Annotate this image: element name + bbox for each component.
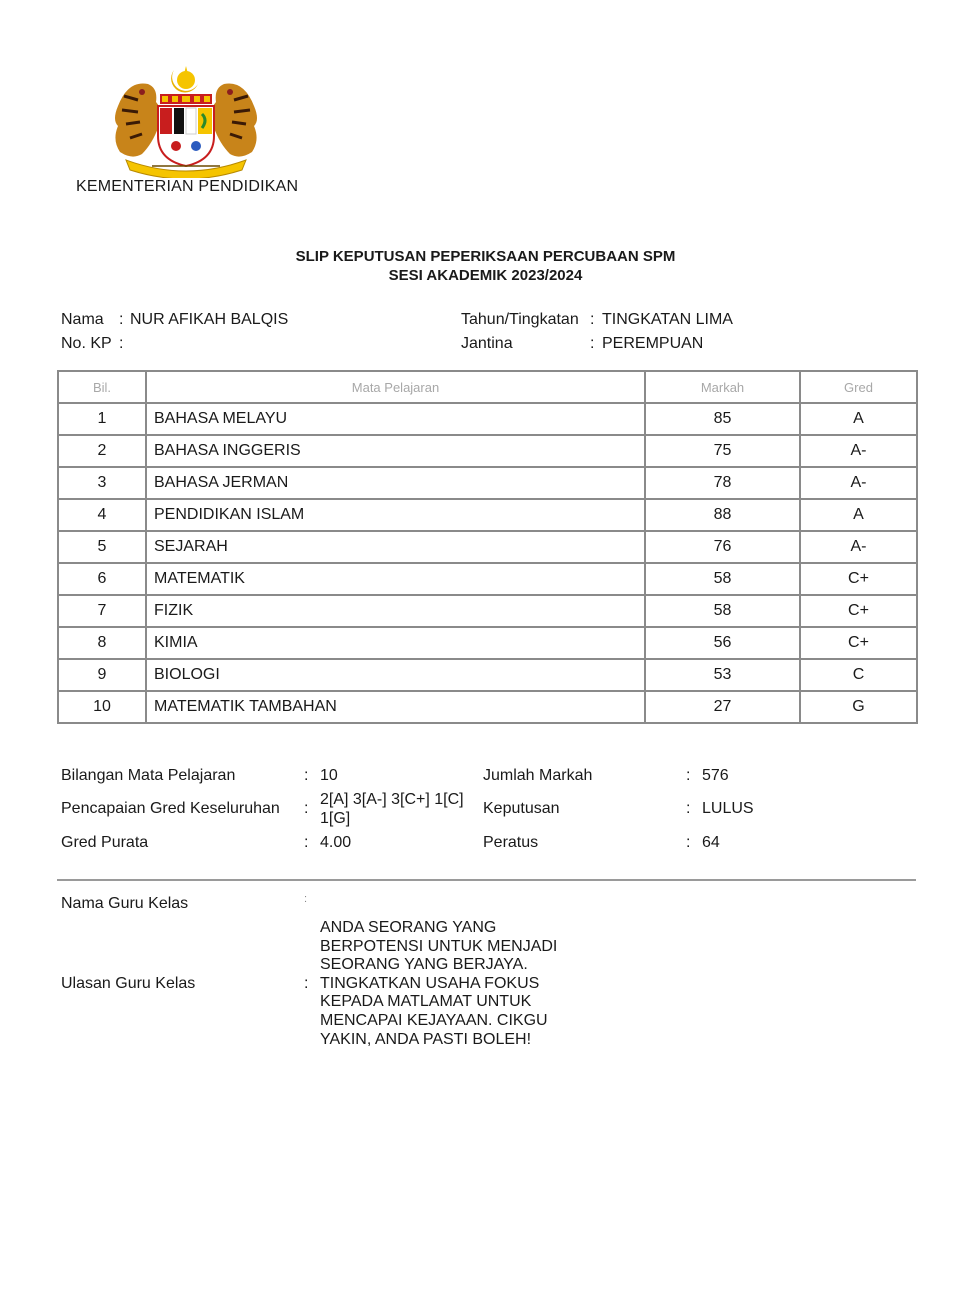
row-number: 1 [58, 403, 146, 435]
year-label: Tahun/Tingkatan [461, 311, 579, 328]
year-value: TINGKATAN LIMA [602, 311, 733, 328]
table-row [58, 403, 917, 435]
row-grade: A [800, 403, 917, 435]
header-subject: Mata Pelajaran [146, 371, 645, 403]
percentage-value: 64 [702, 834, 720, 851]
student-id-label: No. KP [61, 335, 112, 352]
row-number: 3 [58, 467, 146, 499]
row-grade: C+ [800, 563, 917, 595]
row-mark: 76 [645, 531, 800, 563]
row-mark: 85 [645, 403, 800, 435]
row-number: 9 [58, 659, 146, 691]
row-mark: 78 [645, 467, 800, 499]
row-number: 8 [58, 627, 146, 659]
row-mark: 56 [645, 627, 800, 659]
gender-value: PEREMPUAN [602, 335, 704, 352]
row-subject: MATEMATIK [146, 563, 645, 595]
row-subject: MATEMATIK TAMBAHAN [146, 691, 645, 723]
total-marks-label: Jumlah Markah [483, 767, 593, 784]
overall-grade-label: Pencapaian Gred Keseluruhan [61, 800, 280, 817]
subjects-count-value: 10 [320, 767, 338, 784]
subjects-count-label: Bilangan Mata Pelajaran [61, 767, 236, 784]
row-mark: 88 [645, 499, 800, 531]
row-number: 2 [58, 435, 146, 467]
result-value: LULUS [702, 800, 754, 817]
row-mark: 53 [645, 659, 800, 691]
table-row [58, 595, 917, 627]
row-mark: 27 [645, 691, 800, 723]
header-mark: Markah [645, 371, 800, 403]
row-number: 10 [58, 691, 146, 723]
average-grade-colon: : [304, 834, 309, 851]
row-subject: BIOLOGI [146, 659, 645, 691]
row-grade: C+ [800, 627, 917, 659]
table-row [58, 691, 917, 723]
percentage-colon: : [686, 834, 691, 851]
header-grade: Gred [800, 371, 917, 403]
table-row [58, 659, 917, 691]
row-subject: BAHASA INGGERIS [146, 435, 645, 467]
slip-title: SLIP KEPUTUSAN PEPERIKSAAN PERCUBAAN SPM [295, 248, 676, 265]
overall-grade-value-line1: 2[A] 3[A-] 3[C+] 1[C] [320, 791, 464, 808]
row-number: 5 [58, 531, 146, 563]
class-teacher-label: Nama Guru Kelas [61, 895, 189, 912]
row-number: 6 [58, 563, 146, 595]
table-row [58, 499, 917, 531]
row-subject: PENDIDIKAN ISLAM [146, 499, 645, 531]
table-row [58, 435, 917, 467]
total-marks-colon: : [686, 767, 691, 784]
row-number: 4 [58, 499, 146, 531]
average-grade-value: 4.00 [320, 834, 352, 851]
row-grade: A- [800, 531, 917, 563]
row-grade: G [800, 691, 917, 723]
row-mark: 75 [645, 435, 800, 467]
row-grade: A- [800, 435, 917, 467]
student-name-value: NUR AFIKAH BALQIS [130, 311, 289, 328]
row-subject: BAHASA JERMAN [146, 467, 645, 499]
teacher-comment-colon: : [304, 975, 309, 992]
section-divider [57, 879, 916, 881]
gender-colon: : [590, 335, 595, 352]
row-subject: KIMIA [146, 627, 645, 659]
malaysia-coat-of-arms-icon [112, 66, 260, 178]
student-name-colon: : [119, 311, 124, 328]
row-number: 7 [58, 595, 146, 627]
row-grade: A- [800, 467, 917, 499]
header-number: Bil. [58, 371, 146, 403]
average-grade-label: Gred Purata [61, 834, 149, 851]
row-subject: SEJARAH [146, 531, 645, 563]
student-id-colon: : [119, 335, 124, 352]
student-name-label: Nama [61, 311, 104, 328]
total-marks-value: 576 [702, 767, 729, 784]
overall-grade-value-line2: 1[G] [320, 810, 351, 827]
row-subject: BAHASA MELAYU [146, 403, 645, 435]
class-teacher-colon: : [304, 893, 308, 905]
row-subject: FIZIK [146, 595, 645, 627]
table-header-row [58, 371, 917, 403]
subjects-count-colon: : [304, 767, 309, 784]
year-colon: : [590, 311, 595, 328]
row-mark: 58 [645, 563, 800, 595]
gender-label: Jantina [461, 335, 513, 352]
table-row [58, 627, 917, 659]
result-colon: : [686, 800, 691, 817]
table-row [58, 563, 917, 595]
result-label: Keputusan [483, 800, 560, 817]
teacher-comment-label: Ulasan Guru Kelas [61, 975, 196, 992]
row-grade: A [800, 499, 917, 531]
percentage-label: Peratus [483, 834, 539, 851]
teacher-comment-text: ANDA SEORANG YANG BERPOTENSI UNTUK MENJADI SEORANG YANG BERJAYA. TINGKATKAN USAHA FOKUS KEPADA MATLAMAT UNTUK MENCAPAI KEJAYAAN. CIKGU YAKIN, ANDA PASTI BOLEH! [320, 919, 558, 1048]
row-grade: C+ [800, 595, 917, 627]
session-title: SESI AKADEMIK 2023/2024 [388, 267, 583, 284]
table-row [58, 531, 917, 563]
row-grade: C [800, 659, 917, 691]
ministry-name: KEMENTERIAN PENDIDIKAN [76, 178, 299, 195]
overall-grade-colon: : [304, 800, 309, 817]
results-table [57, 370, 918, 724]
table-row [58, 467, 917, 499]
row-mark: 58 [645, 595, 800, 627]
